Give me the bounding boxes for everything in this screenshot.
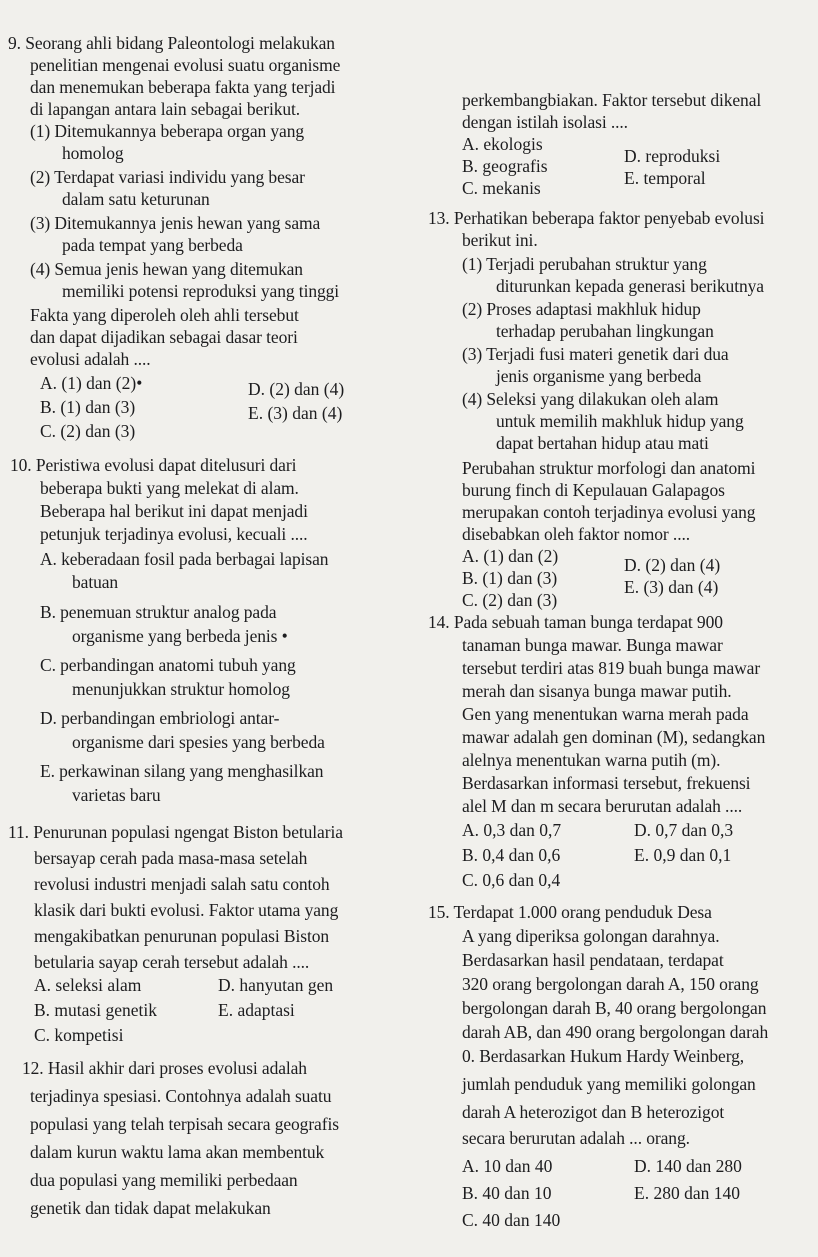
q12-line: populasi yang telah terpisah secara geografis xyxy=(30,1114,339,1134)
q13-option: A. (1) dan (2) xyxy=(462,546,559,566)
q10-line: C. perbandingan anatomi tubuh yang xyxy=(40,655,296,675)
q14-option: D. 0,7 dan 0,3 xyxy=(634,820,734,840)
q9-line: dan menemukan beberapa fakta yang terjadi xyxy=(30,77,336,97)
q9-line: homolog xyxy=(62,143,124,163)
q9-line: Fakta yang diperoleh oleh ahli tersebut xyxy=(30,305,299,325)
q10-line: 10. Peristiwa evolusi dapat ditelusuri dari xyxy=(10,455,297,475)
q9-line: (4) Semua jenis hewan yang ditemukan xyxy=(30,259,303,279)
q15-line: 0. Berdasarkan Hukum Hardy Weinberg, xyxy=(462,1046,745,1066)
q12-line: perkembangbiakan. Faktor tersebut dikenal xyxy=(462,90,762,110)
q10-line: E. perkawinan silang yang menghasilkan xyxy=(40,761,324,781)
q13-line: Perubahan struktur morfologi dan anatomi xyxy=(462,458,756,478)
q13-option: C. (2) dan (3) xyxy=(462,590,558,610)
q15-option: D. 140 dan 280 xyxy=(634,1156,742,1176)
q14-line: mawar adalah gen dominan (M), sedangkan xyxy=(462,727,766,747)
q14-line: merah dan sisanya bunga mawar putih. xyxy=(462,681,732,701)
q9-option: D. (2) dan (4) xyxy=(248,379,345,399)
q11-line: 11. Penurunan populasi ngengat Biston betularia xyxy=(8,822,343,842)
q9-line: dan dapat dijadikan sebagai dasar teori xyxy=(30,327,298,347)
q14-option: B. 0,4 dan 0,6 xyxy=(462,845,561,865)
q9-line: (2) Terdapat variasi individu yang besar xyxy=(30,167,305,187)
q15-option: C. 40 dan 140 xyxy=(462,1210,561,1230)
q14-line: tanaman bunga mawar. Bunga mawar xyxy=(462,635,723,655)
q11-option: C. kompetisi xyxy=(34,1025,124,1045)
q10-line: organisme dari spesies yang berbeda xyxy=(72,732,325,752)
q15-option: B. 40 dan 10 xyxy=(462,1183,552,1203)
q15-line: Berdasarkan hasil pendataan, terdapat xyxy=(462,950,724,970)
q10-line: organisme yang berbeda jenis • xyxy=(72,626,288,646)
q15-option: A. 10 dan 40 xyxy=(462,1156,553,1176)
q9-line: pada tempat yang berbeda xyxy=(62,235,243,255)
q10-line: menunjukkan struktur homolog xyxy=(72,679,290,699)
q12-line: dua populasi yang memiliki perbedaan xyxy=(30,1170,298,1190)
q14-line: Gen yang menentukan warna merah pada xyxy=(462,704,749,724)
q11-option: D. hanyutan gen xyxy=(218,975,334,995)
q11-line: betularia sayap cerah tersebut adalah .... xyxy=(34,952,310,972)
q11-line: mengakibatkan penurunan populasi Biston xyxy=(34,926,330,946)
q13-line: terhadap perubahan lingkungan xyxy=(496,321,714,341)
q12-option: D. reproduksi xyxy=(624,146,721,166)
q9-line: memiliki potensi reproduksi yang tinggi xyxy=(62,281,340,301)
q15-line: darah AB, dan 490 orang bergolongan darah xyxy=(462,1022,769,1042)
q11-option: B. mutasi genetik xyxy=(34,1000,157,1020)
q15-line: 320 orang bergolongan darah A, 150 orang xyxy=(462,974,759,994)
q10-line: A. keberadaan fosil pada berbagai lapisan xyxy=(40,549,329,569)
q12-line: dalam kurun waktu lama akan membentuk xyxy=(30,1142,325,1162)
q12-line: dengan istilah isolasi .... xyxy=(462,112,628,132)
q12-option: C. mekanis xyxy=(462,178,541,198)
q11-line: klasik dari bukti evolusi. Faktor utama yang xyxy=(34,900,339,920)
q9-line: evolusi adalah .... xyxy=(30,349,151,369)
q10-line: varietas baru xyxy=(72,785,161,805)
q14-line: Berdasarkan informasi tersebut, frekuensi xyxy=(462,773,751,793)
q14-line: tersebut terdiri atas 819 buah bunga mawar xyxy=(462,658,761,678)
q15-line: 15. Terdapat 1.000 orang penduduk Desa xyxy=(428,902,712,922)
q13-line: (3) Terjadi fusi materi genetik dari dua xyxy=(462,344,729,364)
q14-option: C. 0,6 dan 0,4 xyxy=(462,870,561,890)
q11-option: E. adaptasi xyxy=(218,1000,295,1020)
q13-line: berikut ini. xyxy=(462,230,538,250)
q13-line: diturunkan kepada generasi berikutnya xyxy=(496,276,764,296)
q15-line: jumlah penduduk yang memiliki golongan xyxy=(462,1074,756,1094)
q13-line: (4) Seleksi yang dilakukan oleh alam xyxy=(462,389,719,409)
q12-option: E. temporal xyxy=(624,168,706,188)
q9-option: C. (2) dan (3) xyxy=(40,421,136,441)
q9-line: 9. Seorang ahli bidang Paleontologi melakukan xyxy=(8,33,335,53)
q9-line: di lapangan antara lain sebagai berikut. xyxy=(30,99,301,119)
q12-line: genetik dan tidak dapat melakukan xyxy=(30,1198,271,1218)
q13-line: (2) Proses adaptasi makhluk hidup xyxy=(462,299,701,319)
q11-option: A. seleksi alam xyxy=(34,975,142,995)
q12-option: A. ekologis xyxy=(462,134,543,154)
q15-line: darah A heterozigot dan B heterozigot xyxy=(462,1102,725,1122)
q13-line: jenis organisme yang berbeda xyxy=(496,366,702,386)
q9-option: B. (1) dan (3) xyxy=(40,397,136,417)
q13-line: (1) Terjadi perubahan struktur yang xyxy=(462,254,707,274)
q13-line: 13. Perhatikan beberapa faktor penyebab evolusi xyxy=(428,208,765,228)
q12-line: terjadinya spesiasi. Contohnya adalah suatu xyxy=(30,1086,332,1106)
q14-line: 14. Pada sebuah taman bunga terdapat 900 xyxy=(428,612,723,632)
q13-line: burung finch di Kepulauan Galapagos xyxy=(462,480,725,500)
q13-option: E. (3) dan (4) xyxy=(624,577,719,597)
q9-line: (3) Ditemukannya jenis hewan yang sama xyxy=(30,213,321,233)
q10-line: batuan xyxy=(72,572,119,592)
q13-option: D. (2) dan (4) xyxy=(624,555,721,575)
q15-line: bergolongan darah B, 40 orang bergolongan xyxy=(462,998,767,1018)
q11-line: bersayap cerah pada masa-masa setelah xyxy=(34,848,308,868)
q10-line: petunjuk terjadinya evolusi, kecuali .... xyxy=(40,524,308,544)
q13-line: disebabkan oleh faktor nomor .... xyxy=(462,524,691,544)
q9-line: dalam satu keturunan xyxy=(62,189,210,209)
q9-option: A. (1) dan (2)• xyxy=(40,373,143,393)
q14-option: A. 0,3 dan 0,7 xyxy=(462,820,562,840)
q9-line: penelitian mengenai evolusi suatu organisme xyxy=(30,55,341,75)
q10-line: D. perbandingan embriologi antar- xyxy=(40,708,280,728)
q13-line: dapat bertahan hidup atau mati xyxy=(496,433,709,453)
q13-line: merupakan contoh terjadinya evolusi yang xyxy=(462,502,756,522)
q12-option: B. geografis xyxy=(462,156,548,176)
q15-line: A yang diperiksa golongan darahnya. xyxy=(462,926,720,946)
q14-line: alelnya menentukan warna putih (m). xyxy=(462,750,721,770)
q11-line: revolusi industri menjadi salah satu contoh xyxy=(34,874,330,894)
q15-option: E. 280 dan 140 xyxy=(634,1183,740,1203)
q10-line: Beberapa hal berikut ini dapat menjadi xyxy=(40,501,308,521)
q10-line: B. penemuan struktur analog pada xyxy=(40,602,277,622)
q13-line: untuk memilih makhluk hidup yang xyxy=(496,411,744,431)
q15-line: secara berurutan adalah ... orang. xyxy=(462,1128,690,1148)
q9-line: (1) Ditemukannya beberapa organ yang xyxy=(30,121,305,141)
q14-option: E. 0,9 dan 0,1 xyxy=(634,845,732,865)
q10-line: beberapa bukti yang melekat di alam. xyxy=(40,478,299,498)
q12-line: 12. Hasil akhir dari proses evolusi adalah xyxy=(22,1058,307,1078)
q13-option: B. (1) dan (3) xyxy=(462,568,558,588)
q9-option: E. (3) dan (4) xyxy=(248,403,343,423)
q14-line: alel M dan m secara berurutan adalah .... xyxy=(462,796,743,816)
